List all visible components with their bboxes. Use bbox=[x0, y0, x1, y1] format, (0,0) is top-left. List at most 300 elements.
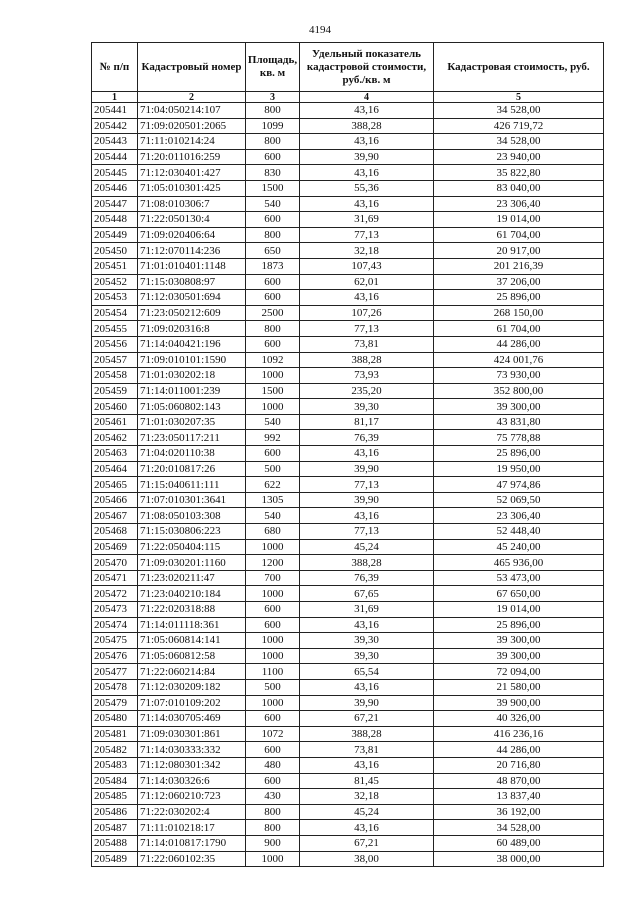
cadastral-number-cell: 71:12:030209:182 bbox=[138, 679, 246, 695]
cadastral-value-cell: 38 000,00 bbox=[434, 851, 604, 867]
header-area: Площадь, кв. м bbox=[246, 43, 300, 92]
row-number-cell: 205463 bbox=[92, 446, 138, 462]
cadastral-value-cell: 36 192,00 bbox=[434, 804, 604, 820]
area-cell: 1099 bbox=[246, 118, 300, 134]
specific-indicator-cell: 39,30 bbox=[300, 399, 434, 415]
area-cell: 600 bbox=[246, 602, 300, 618]
header-row-number: № п/п bbox=[92, 43, 138, 92]
cadastral-number-cell: 71:14:030326:6 bbox=[138, 773, 246, 789]
cadastral-value-cell: 34 528,00 bbox=[434, 820, 604, 836]
specific-indicator-cell: 43,16 bbox=[300, 165, 434, 181]
cadastral-value-cell: 43 831,80 bbox=[434, 414, 604, 430]
area-cell: 1100 bbox=[246, 664, 300, 680]
row-number-cell: 205486 bbox=[92, 804, 138, 820]
cadastral-number-cell: 71:12:080301:342 bbox=[138, 757, 246, 773]
cadastral-value-cell: 39 300,00 bbox=[434, 648, 604, 664]
table-row bbox=[92, 383, 604, 399]
row-number-cell: 205443 bbox=[92, 134, 138, 150]
row-number-cell: 205476 bbox=[92, 648, 138, 664]
cadastral-value-cell: 23 940,00 bbox=[434, 149, 604, 165]
cadastral-number-cell: 71:01:030207:35 bbox=[138, 414, 246, 430]
table-row bbox=[92, 399, 604, 415]
cadastral-number-cell: 71:22:030202:4 bbox=[138, 804, 246, 820]
cadastral-number-cell: 71:22:050130:4 bbox=[138, 212, 246, 228]
cadastral-number-cell: 71:14:011118:361 bbox=[138, 617, 246, 633]
cadastral-value-cell: 25 896,00 bbox=[434, 617, 604, 633]
cadastral-number-cell: 71:04:050214:107 bbox=[138, 103, 246, 119]
row-number-cell: 205471 bbox=[92, 570, 138, 586]
row-number-cell: 205481 bbox=[92, 726, 138, 742]
row-number-cell: 205488 bbox=[92, 835, 138, 851]
specific-indicator-cell: 107,43 bbox=[300, 258, 434, 274]
table-row bbox=[92, 414, 604, 430]
cadastral-number-cell: 71:23:050212:609 bbox=[138, 305, 246, 321]
cadastral-number-cell: 71:01:030202:18 bbox=[138, 368, 246, 384]
area-cell: 2500 bbox=[246, 305, 300, 321]
cadastral-number-cell: 71:01:010401:1148 bbox=[138, 258, 246, 274]
cadastral-value-cell: 23 306,40 bbox=[434, 196, 604, 212]
area-cell: 540 bbox=[246, 414, 300, 430]
cadastral-number-cell: 71:23:020211:47 bbox=[138, 570, 246, 586]
area-cell: 1500 bbox=[246, 180, 300, 196]
table-row bbox=[92, 555, 604, 571]
cadastral-number-cell: 71:09:020406:64 bbox=[138, 227, 246, 243]
table-row bbox=[92, 586, 604, 602]
cadastral-number-cell: 71:22:060214:84 bbox=[138, 664, 246, 680]
row-number-cell: 205453 bbox=[92, 290, 138, 306]
cadastral-number-cell: 71:08:050103:308 bbox=[138, 508, 246, 524]
row-number-cell: 205485 bbox=[92, 789, 138, 805]
cadastral-number-cell: 71:14:010817:1790 bbox=[138, 835, 246, 851]
specific-indicator-cell: 235,20 bbox=[300, 383, 434, 399]
area-cell: 600 bbox=[246, 446, 300, 462]
table-row bbox=[92, 695, 604, 711]
specific-indicator-cell: 32,18 bbox=[300, 789, 434, 805]
row-number-cell: 205454 bbox=[92, 305, 138, 321]
area-cell: 992 bbox=[246, 430, 300, 446]
cadastral-number-cell: 71:14:030705:469 bbox=[138, 711, 246, 727]
table-row bbox=[92, 789, 604, 805]
cadastral-number-cell: 71:11:010214:24 bbox=[138, 134, 246, 150]
table-row bbox=[92, 290, 604, 306]
area-cell: 900 bbox=[246, 835, 300, 851]
table-header-row bbox=[92, 43, 604, 92]
specific-indicator-cell: 39,90 bbox=[300, 695, 434, 711]
table-row bbox=[92, 851, 604, 867]
specific-indicator-cell: 43,16 bbox=[300, 196, 434, 212]
column-number: 3 bbox=[246, 92, 300, 103]
row-number-cell: 205461 bbox=[92, 414, 138, 430]
row-number-cell: 205474 bbox=[92, 617, 138, 633]
table-row bbox=[92, 820, 604, 836]
table-row bbox=[92, 835, 604, 851]
cadastral-value-cell: 39 300,00 bbox=[434, 399, 604, 415]
table-row bbox=[92, 165, 604, 181]
table-row bbox=[92, 305, 604, 321]
cadastral-value-cell: 19 014,00 bbox=[434, 602, 604, 618]
cadastral-value-cell: 25 896,00 bbox=[434, 290, 604, 306]
cadastral-number-cell: 71:23:040210:184 bbox=[138, 586, 246, 602]
row-number-cell: 205456 bbox=[92, 336, 138, 352]
table-row bbox=[92, 352, 604, 368]
row-number-cell: 205445 bbox=[92, 165, 138, 181]
area-cell: 1000 bbox=[246, 695, 300, 711]
specific-indicator-cell: 73,93 bbox=[300, 368, 434, 384]
cadastral-value-cell: 39 900,00 bbox=[434, 695, 604, 711]
row-number-cell: 205470 bbox=[92, 555, 138, 571]
row-number-cell: 205483 bbox=[92, 757, 138, 773]
area-cell: 430 bbox=[246, 789, 300, 805]
row-number-cell: 205458 bbox=[92, 368, 138, 384]
column-number: 1 bbox=[92, 92, 138, 103]
table-row bbox=[92, 258, 604, 274]
area-cell: 600 bbox=[246, 617, 300, 633]
specific-indicator-cell: 77,13 bbox=[300, 321, 434, 337]
specific-indicator-cell: 388,28 bbox=[300, 555, 434, 571]
cadastral-value-cell: 53 473,00 bbox=[434, 570, 604, 586]
header-cadastral-value: Кадастровая стоимость, руб. bbox=[434, 43, 604, 92]
area-cell: 540 bbox=[246, 196, 300, 212]
specific-indicator-cell: 81,45 bbox=[300, 773, 434, 789]
specific-indicator-cell: 77,13 bbox=[300, 524, 434, 540]
cadastral-number-cell: 71:09:030201:1160 bbox=[138, 555, 246, 571]
area-cell: 1000 bbox=[246, 368, 300, 384]
specific-indicator-cell: 43,16 bbox=[300, 446, 434, 462]
column-number: 4 bbox=[300, 92, 434, 103]
table-row bbox=[92, 149, 604, 165]
specific-indicator-cell: 67,21 bbox=[300, 835, 434, 851]
cadastral-value-cell: 61 704,00 bbox=[434, 321, 604, 337]
specific-indicator-cell: 39,30 bbox=[300, 633, 434, 649]
cadastral-number-cell: 71:15:030808:97 bbox=[138, 274, 246, 290]
specific-indicator-cell: 62,01 bbox=[300, 274, 434, 290]
cadastral-number-cell: 71:09:030301:861 bbox=[138, 726, 246, 742]
cadastral-value-cell: 83 040,00 bbox=[434, 180, 604, 196]
area-cell: 600 bbox=[246, 773, 300, 789]
cadastral-value-cell: 44 286,00 bbox=[434, 336, 604, 352]
cadastral-value-cell: 19 014,00 bbox=[434, 212, 604, 228]
specific-indicator-cell: 388,28 bbox=[300, 118, 434, 134]
cadastral-value-cell: 75 778,88 bbox=[434, 430, 604, 446]
cadastral-value-cell: 34 528,00 bbox=[434, 134, 604, 150]
row-number-cell: 205467 bbox=[92, 508, 138, 524]
cadastral-number-cell: 71:22:020318:88 bbox=[138, 602, 246, 618]
table-row bbox=[92, 633, 604, 649]
cadastral-number-cell: 71:05:060812:58 bbox=[138, 648, 246, 664]
table-row bbox=[92, 430, 604, 446]
cadastral-value-cell: 39 300,00 bbox=[434, 633, 604, 649]
specific-indicator-cell: 77,13 bbox=[300, 477, 434, 493]
row-number-cell: 205478 bbox=[92, 679, 138, 695]
area-cell: 1500 bbox=[246, 383, 300, 399]
area-cell: 830 bbox=[246, 165, 300, 181]
cadastral-value-cell: 48 870,00 bbox=[434, 773, 604, 789]
table-row bbox=[92, 134, 604, 150]
specific-indicator-cell: 31,69 bbox=[300, 212, 434, 228]
specific-indicator-cell: 73,81 bbox=[300, 742, 434, 758]
cadastral-value-cell: 268 150,00 bbox=[434, 305, 604, 321]
table-row bbox=[92, 492, 604, 508]
cadastral-number-cell: 71:15:030806:223 bbox=[138, 524, 246, 540]
cadastral-value-cell: 20 917,00 bbox=[434, 243, 604, 259]
area-cell: 1000 bbox=[246, 539, 300, 555]
specific-indicator-cell: 38,00 bbox=[300, 851, 434, 867]
cadastral-number-cell: 71:14:011001:239 bbox=[138, 383, 246, 399]
table-row bbox=[92, 227, 604, 243]
table-row bbox=[92, 539, 604, 555]
table-row bbox=[92, 336, 604, 352]
row-number-cell: 205459 bbox=[92, 383, 138, 399]
table-row bbox=[92, 570, 604, 586]
table-row bbox=[92, 118, 604, 134]
specific-indicator-cell: 39,90 bbox=[300, 492, 434, 508]
cadastral-number-cell: 71:09:010101:1590 bbox=[138, 352, 246, 368]
table-row bbox=[92, 477, 604, 493]
table-body bbox=[92, 103, 604, 867]
cadastral-value-cell: 40 326,00 bbox=[434, 711, 604, 727]
area-cell: 800 bbox=[246, 321, 300, 337]
table-column-numbers-row bbox=[92, 92, 604, 103]
cadastral-number-cell: 71:23:050117:211 bbox=[138, 430, 246, 446]
table-row bbox=[92, 648, 604, 664]
area-cell: 600 bbox=[246, 212, 300, 228]
page-number: 4194 bbox=[309, 24, 331, 36]
cadastral-number-cell: 71:05:010301:425 bbox=[138, 180, 246, 196]
area-cell: 600 bbox=[246, 149, 300, 165]
cadastral-number-cell: 71:14:040421:196 bbox=[138, 336, 246, 352]
cadastral-number-cell: 71:12:030401:427 bbox=[138, 165, 246, 181]
row-number-cell: 205449 bbox=[92, 227, 138, 243]
row-number-cell: 205466 bbox=[92, 492, 138, 508]
row-number-cell: 205464 bbox=[92, 461, 138, 477]
specific-indicator-cell: 45,24 bbox=[300, 804, 434, 820]
cadastral-value-cell: 61 704,00 bbox=[434, 227, 604, 243]
table-row bbox=[92, 664, 604, 680]
area-cell: 800 bbox=[246, 820, 300, 836]
cadastral-value-cell: 47 974,86 bbox=[434, 477, 604, 493]
area-cell: 700 bbox=[246, 570, 300, 586]
area-cell: 1873 bbox=[246, 258, 300, 274]
cadastral-number-cell: 71:12:060210:723 bbox=[138, 789, 246, 805]
specific-indicator-cell: 388,28 bbox=[300, 726, 434, 742]
row-number-cell: 205479 bbox=[92, 695, 138, 711]
cadastral-value-cell: 352 800,00 bbox=[434, 383, 604, 399]
specific-indicator-cell: 31,69 bbox=[300, 602, 434, 618]
row-number-cell: 205462 bbox=[92, 430, 138, 446]
cadastral-number-cell: 71:11:010218:17 bbox=[138, 820, 246, 836]
cadastral-value-cell: 19 950,00 bbox=[434, 461, 604, 477]
row-number-cell: 205475 bbox=[92, 633, 138, 649]
header-cadastral-number: Кадастровый номер bbox=[138, 43, 246, 92]
area-cell: 650 bbox=[246, 243, 300, 259]
row-number-cell: 205450 bbox=[92, 243, 138, 259]
cadastral-number-cell: 71:07:010301:3641 bbox=[138, 492, 246, 508]
table-row bbox=[92, 757, 604, 773]
specific-indicator-cell: 43,16 bbox=[300, 820, 434, 836]
row-number-cell: 205452 bbox=[92, 274, 138, 290]
specific-indicator-cell: 39,90 bbox=[300, 149, 434, 165]
specific-indicator-cell: 73,81 bbox=[300, 336, 434, 352]
specific-indicator-cell: 81,17 bbox=[300, 414, 434, 430]
cadastral-number-cell: 71:07:010109:202 bbox=[138, 695, 246, 711]
area-cell: 500 bbox=[246, 461, 300, 477]
specific-indicator-cell: 388,28 bbox=[300, 352, 434, 368]
table-row bbox=[92, 602, 604, 618]
area-cell: 1200 bbox=[246, 555, 300, 571]
table-row bbox=[92, 804, 604, 820]
row-number-cell: 205472 bbox=[92, 586, 138, 602]
specific-indicator-cell: 39,30 bbox=[300, 648, 434, 664]
row-number-cell: 205489 bbox=[92, 851, 138, 867]
cadastral-number-cell: 71:05:060814:141 bbox=[138, 633, 246, 649]
cadastral-value-cell: 13 837,40 bbox=[434, 789, 604, 805]
row-number-cell: 205473 bbox=[92, 602, 138, 618]
row-number-cell: 205460 bbox=[92, 399, 138, 415]
table-row bbox=[92, 524, 604, 540]
table-row bbox=[92, 617, 604, 633]
area-cell: 1000 bbox=[246, 399, 300, 415]
cadastral-value-cell: 416 236,16 bbox=[434, 726, 604, 742]
row-number-cell: 205484 bbox=[92, 773, 138, 789]
area-cell: 1092 bbox=[246, 352, 300, 368]
table-row bbox=[92, 321, 604, 337]
specific-indicator-cell: 67,21 bbox=[300, 711, 434, 727]
cadastral-value-cell: 23 306,40 bbox=[434, 508, 604, 524]
row-number-cell: 205477 bbox=[92, 664, 138, 680]
row-number-cell: 205448 bbox=[92, 212, 138, 228]
specific-indicator-cell: 43,16 bbox=[300, 757, 434, 773]
table-row bbox=[92, 726, 604, 742]
cadastral-value-cell: 37 206,00 bbox=[434, 274, 604, 290]
cadastral-number-cell: 71:20:010817:26 bbox=[138, 461, 246, 477]
row-number-cell: 205451 bbox=[92, 258, 138, 274]
area-cell: 600 bbox=[246, 290, 300, 306]
row-number-cell: 205446 bbox=[92, 180, 138, 196]
specific-indicator-cell: 32,18 bbox=[300, 243, 434, 259]
area-cell: 600 bbox=[246, 711, 300, 727]
table-row bbox=[92, 446, 604, 462]
specific-indicator-cell: 43,16 bbox=[300, 290, 434, 306]
area-cell: 540 bbox=[246, 508, 300, 524]
table-row bbox=[92, 212, 604, 228]
specific-indicator-cell: 43,16 bbox=[300, 134, 434, 150]
table-row bbox=[92, 368, 604, 384]
area-cell: 1000 bbox=[246, 851, 300, 867]
cadastral-number-cell: 71:09:020316:8 bbox=[138, 321, 246, 337]
cadastral-number-cell: 71:04:020110:38 bbox=[138, 446, 246, 462]
cadastral-value-cell: 72 094,00 bbox=[434, 664, 604, 680]
area-cell: 800 bbox=[246, 804, 300, 820]
cadastral-value-cell: 21 580,00 bbox=[434, 679, 604, 695]
specific-indicator-cell: 77,13 bbox=[300, 227, 434, 243]
area-cell: 600 bbox=[246, 274, 300, 290]
cadastral-number-cell: 71:20:011016:259 bbox=[138, 149, 246, 165]
specific-indicator-cell: 43,16 bbox=[300, 103, 434, 119]
table-row bbox=[92, 679, 604, 695]
cadastral-number-cell: 71:15:040611:111 bbox=[138, 477, 246, 493]
specific-indicator-cell: 107,26 bbox=[300, 305, 434, 321]
area-cell: 600 bbox=[246, 742, 300, 758]
row-number-cell: 205487 bbox=[92, 820, 138, 836]
area-cell: 800 bbox=[246, 103, 300, 119]
specific-indicator-cell: 76,39 bbox=[300, 430, 434, 446]
area-cell: 800 bbox=[246, 134, 300, 150]
cadastral-number-cell: 71:22:050404:115 bbox=[138, 539, 246, 555]
table-row bbox=[92, 196, 604, 212]
table-row bbox=[92, 773, 604, 789]
specific-indicator-cell: 43,16 bbox=[300, 679, 434, 695]
cadastral-number-cell: 71:09:020501:2065 bbox=[138, 118, 246, 134]
column-number: 2 bbox=[138, 92, 246, 103]
specific-indicator-cell: 43,16 bbox=[300, 617, 434, 633]
specific-indicator-cell: 76,39 bbox=[300, 570, 434, 586]
cadastral-number-cell: 71:08:010306:7 bbox=[138, 196, 246, 212]
table-row bbox=[92, 180, 604, 196]
cadastral-value-cell: 60 489,00 bbox=[434, 835, 604, 851]
cadastral-value-cell: 73 930,00 bbox=[434, 368, 604, 384]
area-cell: 800 bbox=[246, 227, 300, 243]
table-row bbox=[92, 508, 604, 524]
area-cell: 600 bbox=[246, 336, 300, 352]
area-cell: 1000 bbox=[246, 633, 300, 649]
table-row bbox=[92, 742, 604, 758]
row-number-cell: 205441 bbox=[92, 103, 138, 119]
cadastral-value-cell: 35 822,80 bbox=[434, 165, 604, 181]
header-specific-indicator: Удельный показатель кадастровой стоимости, руб./кв. м bbox=[300, 43, 434, 92]
area-cell: 1305 bbox=[246, 492, 300, 508]
cadastral-value-cell: 426 719,72 bbox=[434, 118, 604, 134]
row-number-cell: 205482 bbox=[92, 742, 138, 758]
cadastral-value-cell: 20 716,80 bbox=[434, 757, 604, 773]
table-row bbox=[92, 103, 604, 119]
area-cell: 480 bbox=[246, 757, 300, 773]
specific-indicator-cell: 39,90 bbox=[300, 461, 434, 477]
table-row bbox=[92, 274, 604, 290]
row-number-cell: 205468 bbox=[92, 524, 138, 540]
column-number: 5 bbox=[434, 92, 604, 103]
table-row bbox=[92, 461, 604, 477]
area-cell: 680 bbox=[246, 524, 300, 540]
cadastral-value-cell: 52 069,50 bbox=[434, 492, 604, 508]
cadastral-number-cell: 71:05:060802:143 bbox=[138, 399, 246, 415]
row-number-cell: 205447 bbox=[92, 196, 138, 212]
specific-indicator-cell: 67,65 bbox=[300, 586, 434, 602]
cadastral-value-cell: 45 240,00 bbox=[434, 539, 604, 555]
row-number-cell: 205480 bbox=[92, 711, 138, 727]
cadastral-value-cell: 25 896,00 bbox=[434, 446, 604, 462]
cadastral-number-cell: 71:22:060102:35 bbox=[138, 851, 246, 867]
row-number-cell: 205457 bbox=[92, 352, 138, 368]
area-cell: 500 bbox=[246, 679, 300, 695]
specific-indicator-cell: 65,54 bbox=[300, 664, 434, 680]
row-number-cell: 205469 bbox=[92, 539, 138, 555]
row-number-cell: 205442 bbox=[92, 118, 138, 134]
cadastral-value-cell: 201 216,39 bbox=[434, 258, 604, 274]
cadastral-value-cell: 424 001,76 bbox=[434, 352, 604, 368]
area-cell: 1072 bbox=[246, 726, 300, 742]
specific-indicator-cell: 45,24 bbox=[300, 539, 434, 555]
row-number-cell: 205465 bbox=[92, 477, 138, 493]
cadastral-value-cell: 52 448,40 bbox=[434, 524, 604, 540]
area-cell: 1000 bbox=[246, 648, 300, 664]
area-cell: 1000 bbox=[246, 586, 300, 602]
specific-indicator-cell: 55,36 bbox=[300, 180, 434, 196]
cadastral-number-cell: 71:12:070114:236 bbox=[138, 243, 246, 259]
table-row bbox=[92, 711, 604, 727]
cadastral-value-cell: 67 650,00 bbox=[434, 586, 604, 602]
cadastral-number-cell: 71:12:030501:694 bbox=[138, 290, 246, 306]
row-number-cell: 205455 bbox=[92, 321, 138, 337]
